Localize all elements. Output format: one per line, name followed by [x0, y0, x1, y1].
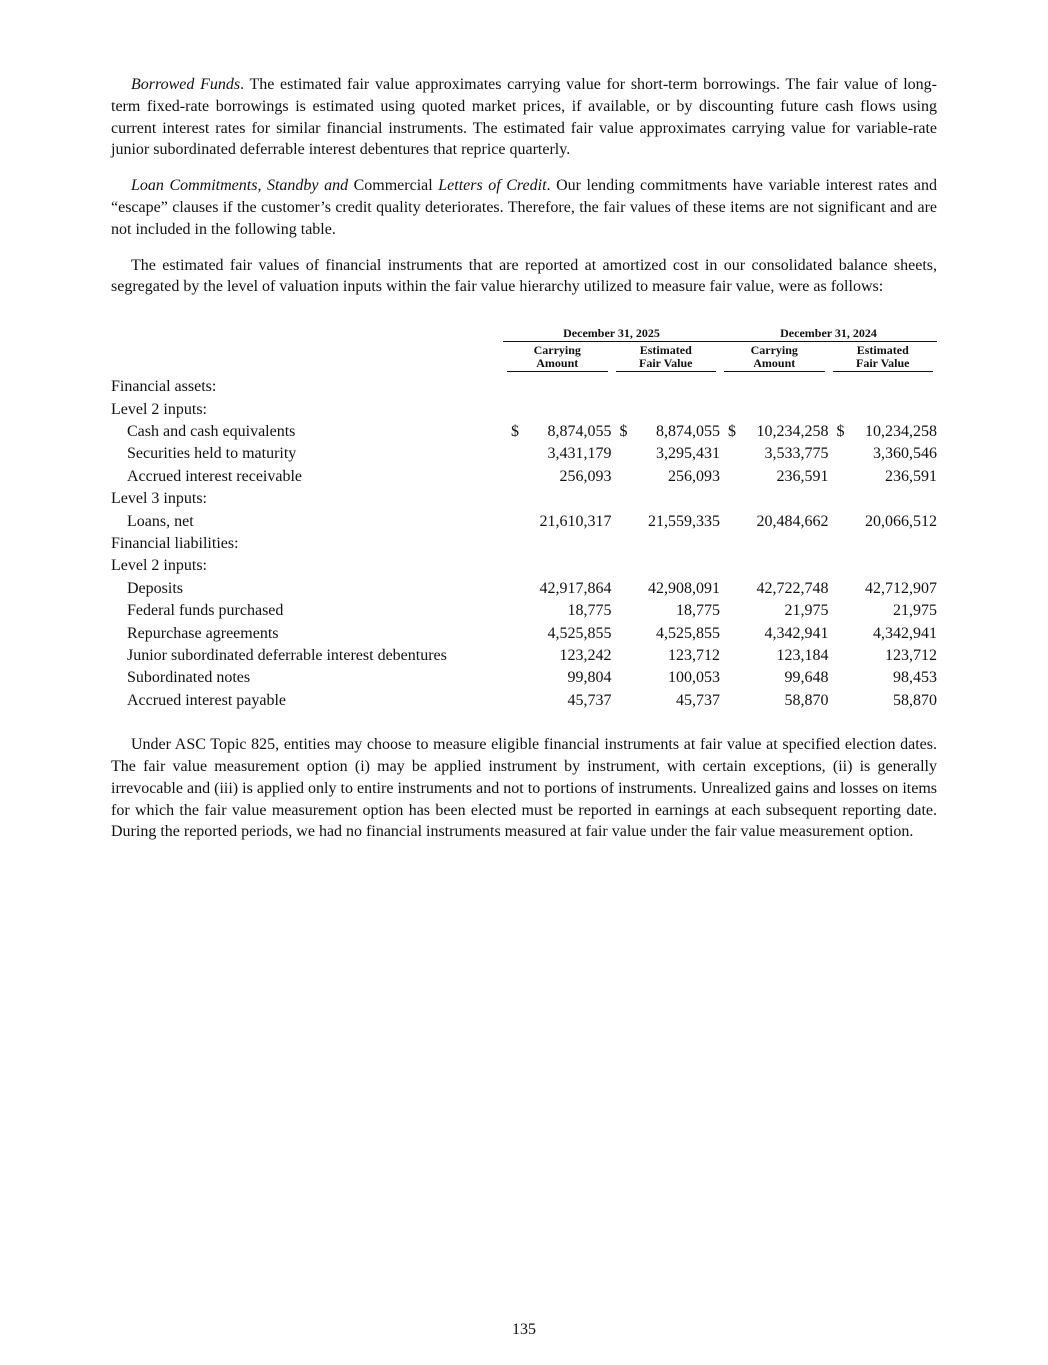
row-label: Deposits	[127, 579, 183, 597]
cell-value: 10,234,258	[865, 422, 937, 440]
cell-estimated-2024	[829, 421, 938, 443]
cell-estimated-2024: 4,342,941	[873, 624, 937, 642]
section-row-level2-liabilities	[111, 555, 937, 577]
cell-estimated-2024: 20,066,512	[865, 512, 937, 530]
cell-value: 8,874,055	[547, 422, 612, 440]
section-row-level3-assets	[111, 488, 937, 510]
row-label: Securities held to maturity	[127, 445, 297, 463]
table-row-accrued-payable	[111, 690, 937, 712]
section-label: Level 3 inputs:	[111, 490, 207, 508]
cell-carrying-2025: 18,775	[567, 602, 612, 620]
cell-estimated-2025: 45,737	[676, 691, 720, 709]
document-page	[111, 74, 937, 843]
borrowed-funds-text: . The estimated fair value approximates carrying value for short-term borrowings. The fair value of long-term fixed-rate borrowings is estimated using quoted market prices, if available, or by discounting future cash flows using current interest rates for similar financial instruments. The estimated fair value approximates carrying value for variable-rate junior subordinated deferrable interest debentures that reprice quarterly.	[111, 76, 938, 159]
currency-symbol: $	[728, 422, 736, 440]
row-label: Federal funds purchased	[127, 602, 284, 620]
cell-estimated-2025: 123,712	[668, 647, 720, 665]
table-period-header-row	[111, 323, 937, 342]
fair-value-table	[111, 323, 937, 712]
col-header-estimated-2025	[612, 342, 721, 377]
row-label: Subordinated notes	[127, 669, 251, 687]
currency-symbol: $	[619, 422, 628, 440]
cell-carrying-2024: 20,484,662	[756, 512, 829, 530]
loan-commitments-heading-a: Loan Commitments, Standby and	[131, 177, 349, 195]
col-header-estimated-2024	[829, 342, 938, 377]
loan-commitments-paragraph	[111, 175, 937, 240]
row-label: Repurchase agreements	[127, 624, 279, 642]
table-row-deposits	[111, 578, 937, 600]
section-row-financial-liabilities	[111, 533, 937, 555]
cell-estimated-2025: 3,295,431	[656, 445, 720, 463]
period-header-2024: December 31, 2024	[720, 323, 937, 342]
cell-estimated-2025: 256,093	[668, 467, 720, 485]
col-header-carrying-2024	[720, 342, 829, 377]
col-header-line2: Amount	[536, 356, 579, 371]
section-label: Level 2 inputs:	[111, 557, 207, 575]
section-label: Financial liabilities:	[111, 535, 239, 553]
cell-carrying-2025: 256,093	[559, 467, 612, 485]
table-row-junior-debentures	[111, 645, 937, 667]
cell-carrying-2025: 123,242	[559, 647, 612, 665]
cell-carrying-2024: 99,648	[784, 669, 829, 687]
section-row-level2-assets	[111, 399, 937, 421]
cell-carrying-2024	[720, 421, 829, 443]
row-label: Accrued interest payable	[127, 691, 287, 709]
table-row-accrued-receivable	[111, 466, 937, 488]
cell-carrying-2025: 99,804	[567, 669, 612, 687]
cell-estimated-2024: 42,712,907	[865, 579, 937, 597]
cell-carrying-2025: 4,525,855	[547, 624, 612, 642]
page-number: 135	[512, 1321, 536, 1338]
borrowed-funds-heading: Borrowed Funds	[131, 76, 241, 93]
row-label: Cash and cash equivalents	[127, 422, 296, 440]
col-header-line2: Fair Value	[856, 356, 910, 371]
cell-estimated-2025	[612, 421, 721, 443]
row-label: Accrued interest receivable	[127, 467, 303, 485]
row-label: Loans, net	[127, 512, 194, 530]
table-row-repurchase	[111, 623, 937, 645]
fair-value-intro-paragraph: The estimated fair values of financial instruments that are reported at amortized cost in our consolidated balance sheets, segregated by the level of valuation inputs within the fair value hierarchy utilized to measure fair value, were as follows:	[111, 256, 937, 296]
cell-estimated-2024: 236,591	[885, 467, 937, 485]
borrowed-funds-paragraph	[111, 74, 937, 161]
cell-carrying-2024: 3,533,775	[764, 445, 829, 463]
cell-carrying-2025	[503, 421, 612, 443]
period-header-2025: December 31, 2025	[503, 323, 720, 342]
col-header-line1: Estimated	[856, 343, 909, 358]
cell-carrying-2025: 21,610,317	[539, 512, 612, 530]
col-header-line2: Fair Value	[639, 356, 693, 371]
loan-commitments-heading-c: Letters of Credit	[438, 177, 547, 195]
cell-carrying-2024: 123,184	[776, 647, 829, 665]
cell-estimated-2025: 21,559,335	[648, 512, 720, 530]
cell-estimated-2024: 3,360,546	[873, 445, 937, 463]
cell-estimated-2025: 42,908,091	[648, 579, 720, 597]
table-row-fed-funds	[111, 600, 937, 622]
table-row-sub-notes	[111, 667, 937, 689]
cell-carrying-2024: 42,722,748	[756, 579, 829, 597]
cell-carrying-2025: 42,917,864	[539, 579, 612, 597]
cell-estimated-2024: 21,975	[893, 602, 937, 620]
cell-carrying-2024: 236,591	[776, 467, 829, 485]
cell-estimated-2024: 98,453	[893, 669, 937, 687]
loan-commitments-text: . Our lending commitments have variable interest rates and “escape” clauses if the customer’s credit quality deteriorates. Therefore, the fair values of these items are not significant and are not included in the following table.	[111, 177, 937, 238]
cell-value: 8,874,055	[656, 422, 720, 440]
cell-carrying-2024: 58,870	[784, 691, 829, 709]
table-row-loans	[111, 511, 937, 533]
cell-carrying-2025: 45,737	[567, 691, 612, 709]
table-row-cash	[111, 421, 937, 443]
cell-value: 10,234,258	[756, 422, 829, 440]
col-header-line1: Carrying	[533, 343, 581, 358]
cell-carrying-2024: 21,975	[784, 602, 829, 620]
cell-estimated-2024: 123,712	[885, 647, 937, 665]
table-column-header-row	[111, 342, 937, 377]
asc-825-paragraph: Under ASC Topic 825, entities may choose to measure eligible financial instruments at fair value at specified election dates. The fair value measurement option (i) may be applied instrument by instrument, with certain exceptions, (ii) is generally irrevocable and (iii) is applied only to entire instruments and not to portions of instruments. Unrealized gains and losses on items for which the fair value measurement option has been elected must be reported in earnings at each subsequent reporting date. During the reported periods, we had no financial instruments measured at fair value under the fair value measurement option.	[111, 736, 937, 841]
col-header-line1: Carrying	[750, 343, 798, 358]
cell-estimated-2025: 18,775	[676, 602, 720, 620]
row-label: Junior subordinated deferrable interest debentures	[127, 647, 447, 665]
cell-carrying-2024: 4,342,941	[764, 624, 829, 642]
cell-estimated-2025: 4,525,855	[656, 624, 720, 642]
cell-carrying-2025: 3,431,179	[547, 445, 612, 463]
col-header-line1: Estimated	[639, 343, 692, 358]
section-label: Financial assets:	[111, 378, 217, 396]
col-header-carrying-2025	[503, 342, 612, 377]
cell-estimated-2024: 58,870	[893, 691, 937, 709]
currency-symbol: $	[511, 422, 519, 440]
table-row-securities	[111, 443, 937, 465]
section-row-financial-assets	[111, 376, 937, 398]
cell-estimated-2025: 100,053	[668, 669, 720, 687]
currency-symbol: $	[836, 422, 845, 440]
col-header-line2: Amount	[753, 356, 796, 371]
loan-commitments-heading-b: Commercial	[348, 177, 439, 195]
section-label: Level 2 inputs:	[111, 400, 207, 418]
